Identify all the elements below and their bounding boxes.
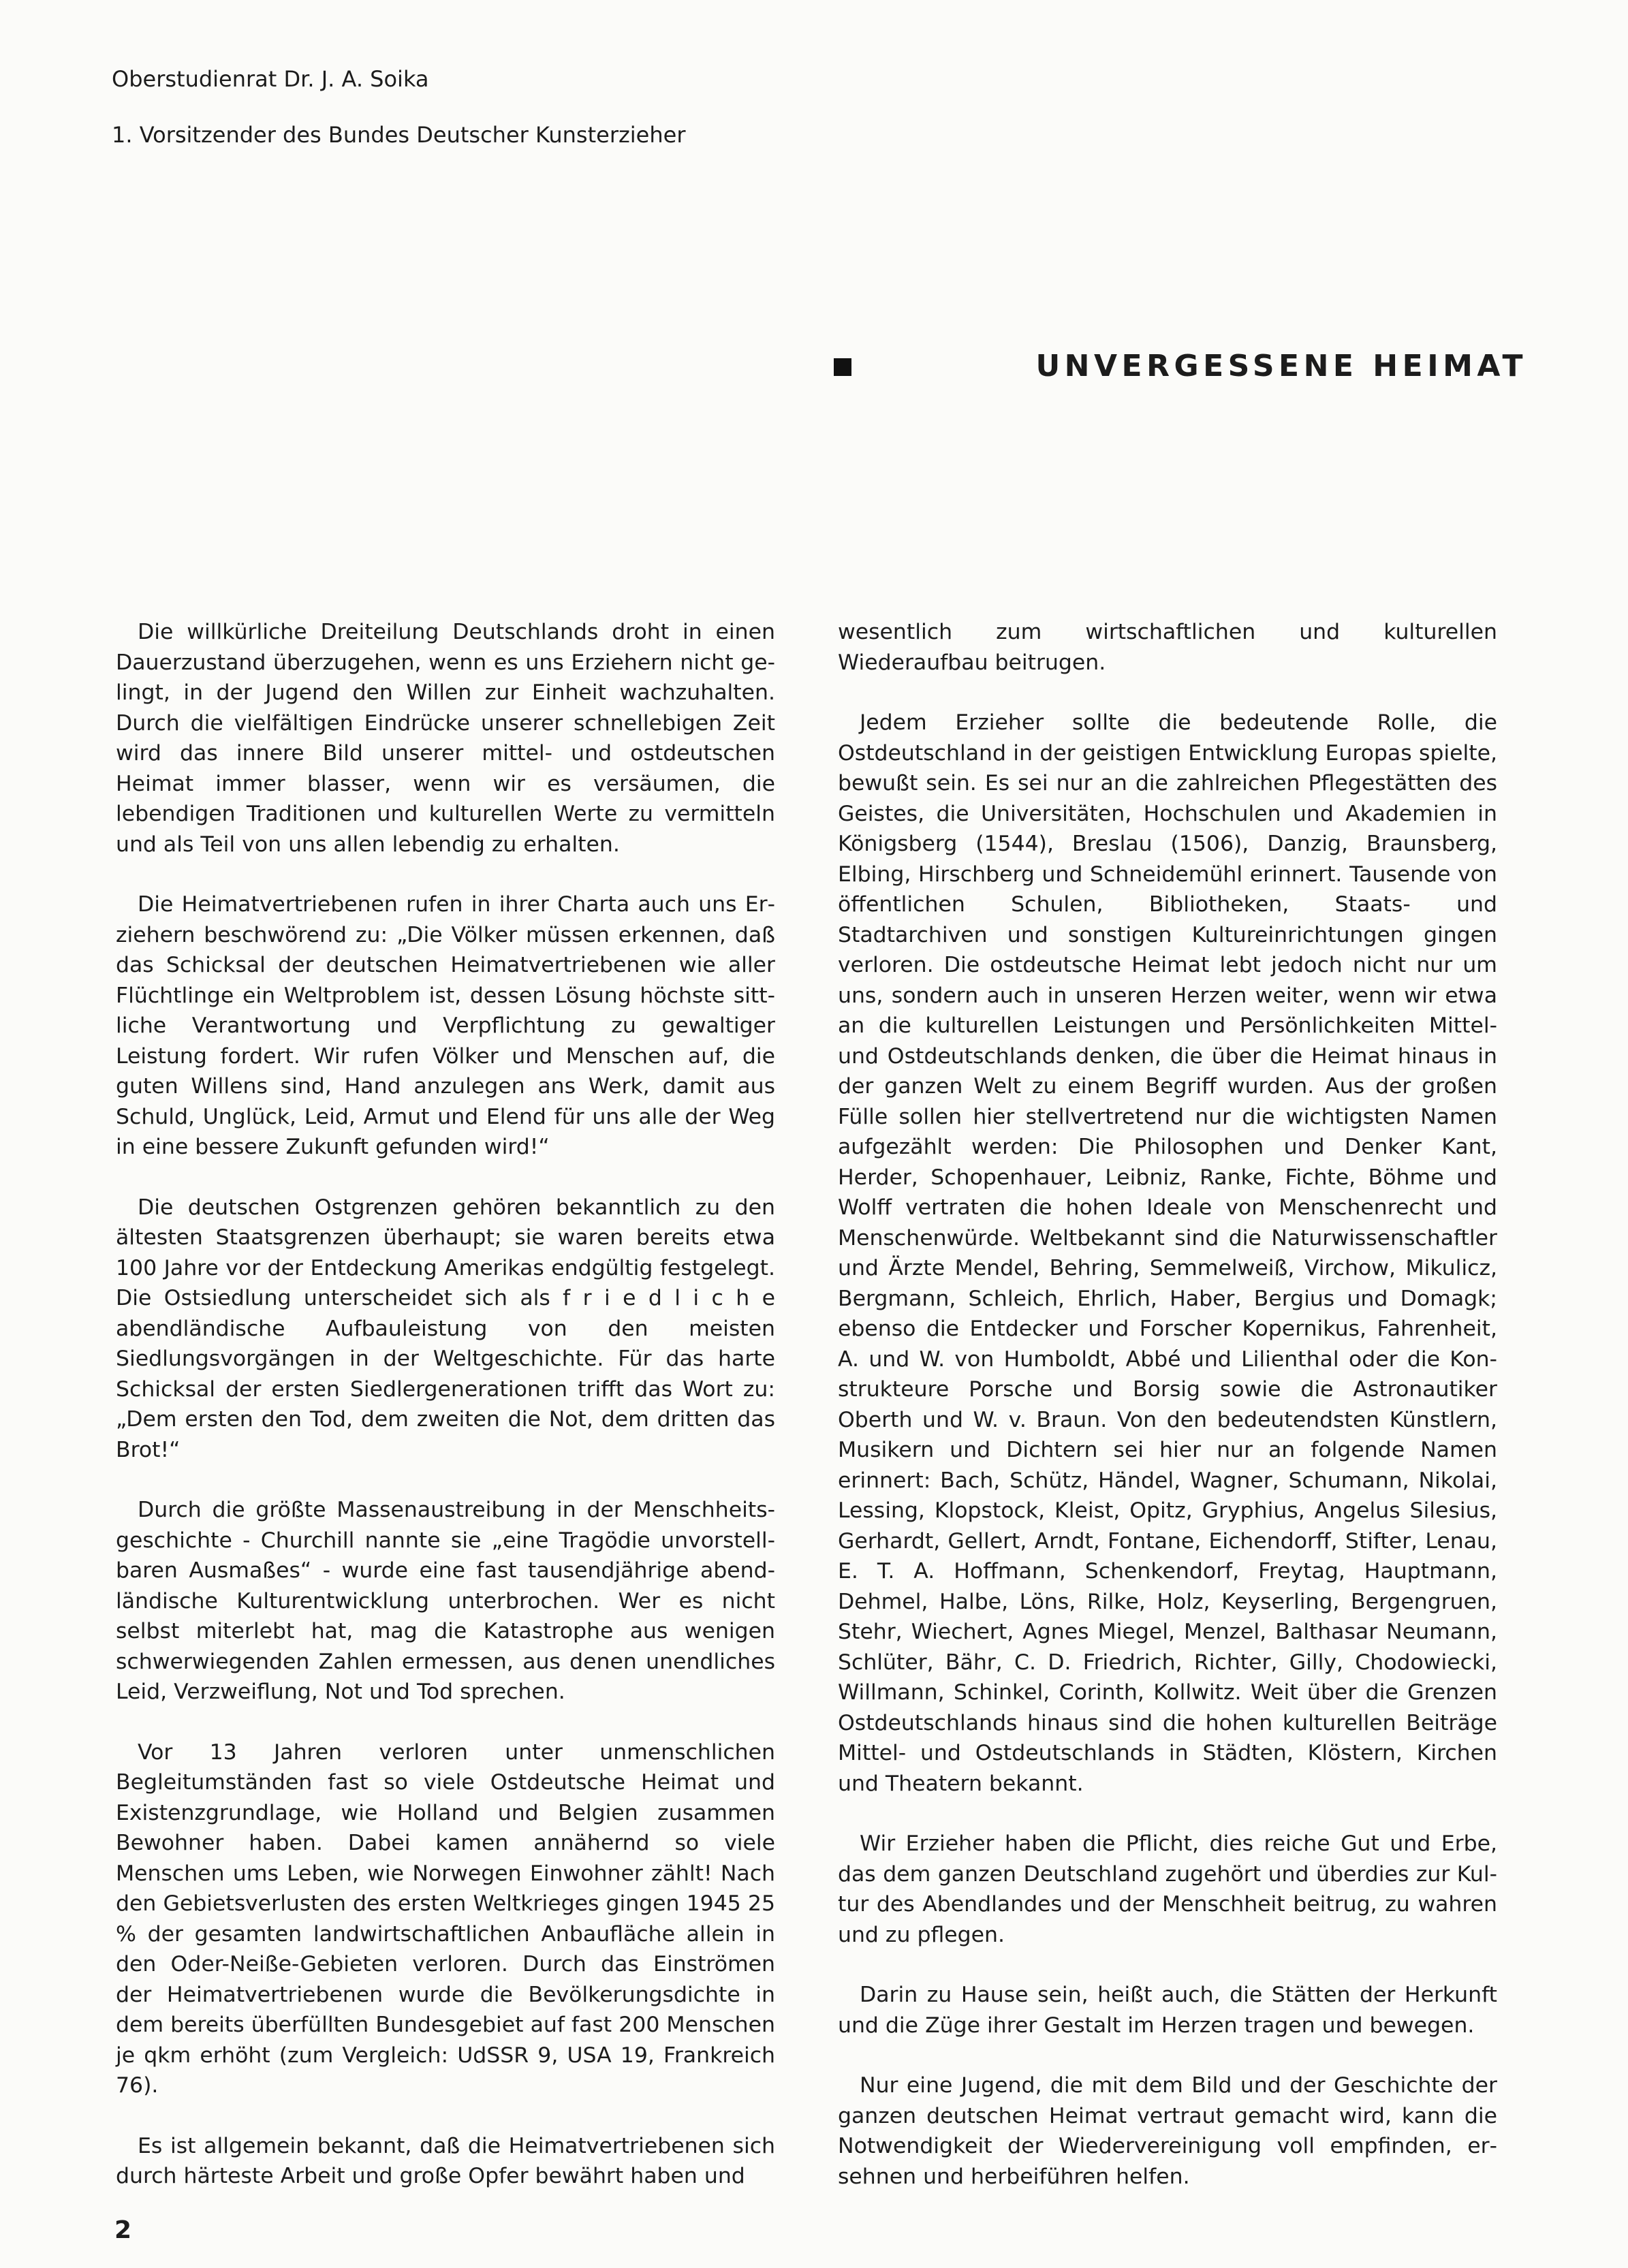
paragraph: wesentlich zum wirtschaftlichen und kulturellen Wiederaufbau beitrugen.: [838, 620, 1497, 675]
left-column: [116, 617, 775, 2222]
paragraph: Darin zu Hause sein, heißt auch, die Stätten der Herkunft und die Züge ihrer Gestalt im Herzen tragen und bewegen.: [838, 1983, 1497, 2038]
paragraph: Vor 13 Jahren verloren unter unmenschlichen Begleitumständen fast so viele Ostdeutsche Heimat und Existenzgrundlage, wie Holland und Belgien zusammen Bewohner haben. Dabei kamen annähernd so viele Menschen ums Leben, wie Norwegen Einwohner zählt! Nach den Gebietsverlusten des ersten Weltkrieges gingen 1945 25 % der gesamten landwirtschaftlichen Anbaufläche allein in den Oder-Neiße-Gebieten verloren. Durch das Einströmen der Heimatvertriebenen wurde die Bevölkerungsdichte in dem bereits überfüllten Bundesgebiet auf fast 200 Menschen je qkm erhöht (zum Vergleich: UdSSR 9, USA 19, Frankreich 76).: [116, 1739, 775, 2098]
title-square-bullet: [834, 358, 851, 376]
paragraph: Die Heimatvertriebenen rufen in ihrer Charta auch uns Erziehern beschwörend zu: „Die Völker müssen erkennen, daß das Schicksal der deutschen Heimatvertriebenen wie aller Flüchtlinge ein Weltproblem ist, dessen Lösung höchste sittliche Verantwortung und Verpflichtung zu gewaltiger Leistung fordert. Wir rufen Völker und Menschen auf, die guten Willens sind, Hand anzulegen ans Werk, damit aus Schuld, Unglück, Leid, Armut und Elend für uns alle der Weg in eine bessere Zukunft gefunden wird!“: [116, 892, 775, 1159]
paragraph: Die willkürliche Dreiteilung Deutschlands droht in einen Dauerzustand überzugehen, wenn es uns Erziehern nicht gelingt, in der Jugend den Willen zur Einheit wachzuhalten. Durch die vielfältigen Eindrücke unserer schnellebigen Zeit wird das innere Bild unserer mittel- und ostdeutschen Heimat immer blasser, wenn wir es versäumen, die lebendigen Traditionen und kulturellen Werte zu vermitteln und als Teil von uns allen lebendig zu erhalten.: [116, 620, 775, 857]
paragraph: Es ist allgemein bekannt, daß die Heimatvertriebenen sich durch härteste Arbeit und große Opfer bewährt haben und: [116, 2133, 775, 2188]
paragraph: Die deutschen Ostgrenzen gehören bekanntlich zu den ältesten Staatsgrenzen überhaupt; sie waren bereits etwa 100 Jahre vor der Entdeckung Amerikas endgültig festgelegt. Die Ostsiedlung unterscheidet sich als f r i e d l i c h e abendländische Aufbauleistung von den meisten Siedlungsvorgängen in der Weltgeschichte. Für das harte Schicksal der ersten Siedlergenerationen trifft das Wort zu: „Dem ersten den Tod, dem zweiten die Not, dem dritten das Brot!“: [116, 1195, 775, 1462]
paragraph: Jedem Erzieher sollte die bedeutende Rolle, die Ostdeutschland in der geistigen Entwicklung Europas spielte, bewußt sein. Es sei nur an die zahlreichen Pflegestätten des Geistes, die Universitäten, Hochschulen und Akademien in Königsberg (1544), Breslau (1506), Danzig, Braunsberg, Elbing, Hirschberg und Schneidemühl erinnert. Tausende von öffentlichen Schulen, Bibliotheken, Staats- und Stadtarchiven und sonstigen Kultureinrichtungen gingen verloren. Die ostdeutsche Heimat lebt jedoch nicht nur um uns, sondern auch in unseren Herzen weiter, wenn wir etwa an die kulturellen Leistungen und Persönlichkeiten Mittel- und Ostdeutschlands denken, die über die Heimat hinaus in der ganzen Welt zu einem Begriff wurden. Aus der großen Fülle sollen hier stellvertretend nur die wichtigsten Namen aufgezählt werden: Die Philosophen und Denker Kant, Herder, Schopenhauer, Leibniz, Ranke, Fichte, Böhme und Wolff vertraten die hohen Ideale von Menschenrecht und Menschenwürde. Weltbekannt sind die Naturwissenschaftler und Ärzte Mendel, Behring, Semmelweiß, Virchow, Mikulicz, Bergmann, Schleich, Ehrlich, Haber, Bergius und Domagk; ebenso die Entdecker und Forscher Kopernikus, Fahrenheit, A. und W. von Humboldt, Abbé und Lilienthal oder die Konstrukteure Porsche und Borsig sowie die Astronautiker Oberth und W. v. Braun. Von den bedeutendsten Künstlern, Musikern und Dichtern sei hier nur an folgende Namen erinnert: Bach, Schütz, Händel, Wagner, Schumann, Nikolai, Lessing, Klopstock, Kleist, Opitz, Gryphius, Angelus Silesius, Gerhardt, Gellert, Arndt, Fontane, Eichendorff, Stifter, Lenau, E. T. A. Hoffmann, Schenkendorf, Freytag, Hauptmann, Dehmel, Halbe, Löns, Rilke, Holz, Keyserling, Bergengruen, Stehr, Wiechert, Agnes Miegel, Menzel, Balthasar Neumann, Schlüter, Bähr, C. D. Friedrich, Richter, Gilly, Chodowiecki, Willmann, Schinkel, Corinth, Kollwitz. Weit über die Grenzen Ostdeutschlands hinaus sind die hohen kulturellen Beiträge Mittel- und Ostdeutschlands in Städten, Klöstern, Kirchen und Theatern bekannt.: [838, 710, 1497, 1796]
right-column: [838, 617, 1497, 2222]
paragraph: Durch die größte Massenaustreibung in der Menschheitsgeschichte - Churchill nannte sie „eine Tragödie unvorstellbaren Ausmaßes“ - wurde eine fast tausendjährige abendländische Kulturentwicklung unterbrochen. Wer es nicht selbst miterlebt hat, mag die Katastrophe aus wenigen schwerwiegenden Zahlen ermessen, aus denen unendliches Leid, Verzweiflung, Not und Tod sprechen.: [116, 1498, 775, 1704]
page-number: 2: [114, 2216, 132, 2244]
paragraph: Nur eine Jugend, die mit dem Bild und der Geschichte der ganzen deutschen Heimat vertraut gemacht wird, kann die Notwendigkeit der Wiedervereinigung voll empfinden, ersehnen und herbeiführen helfen.: [838, 2073, 1497, 2189]
page-title: UNVERGESSENE HEIMAT: [1035, 349, 1527, 383]
title-row: [834, 346, 1527, 387]
author-name: Oberstudienrat Dr. J. A. Soika: [112, 66, 429, 92]
paragraph: Wir Erzieher haben die Pflicht, dies reiche Gut und Erbe, das dem ganzen Deutschland zugehört und überdies zur Kultur des Abendlandes und der Menschheit beitrug, zu wahren und zu pflegen.: [838, 1831, 1497, 1947]
author-block: [112, 64, 685, 176]
author-role: 1. Vorsitzender des Bundes Deutscher Kunsterzieher: [112, 122, 686, 148]
